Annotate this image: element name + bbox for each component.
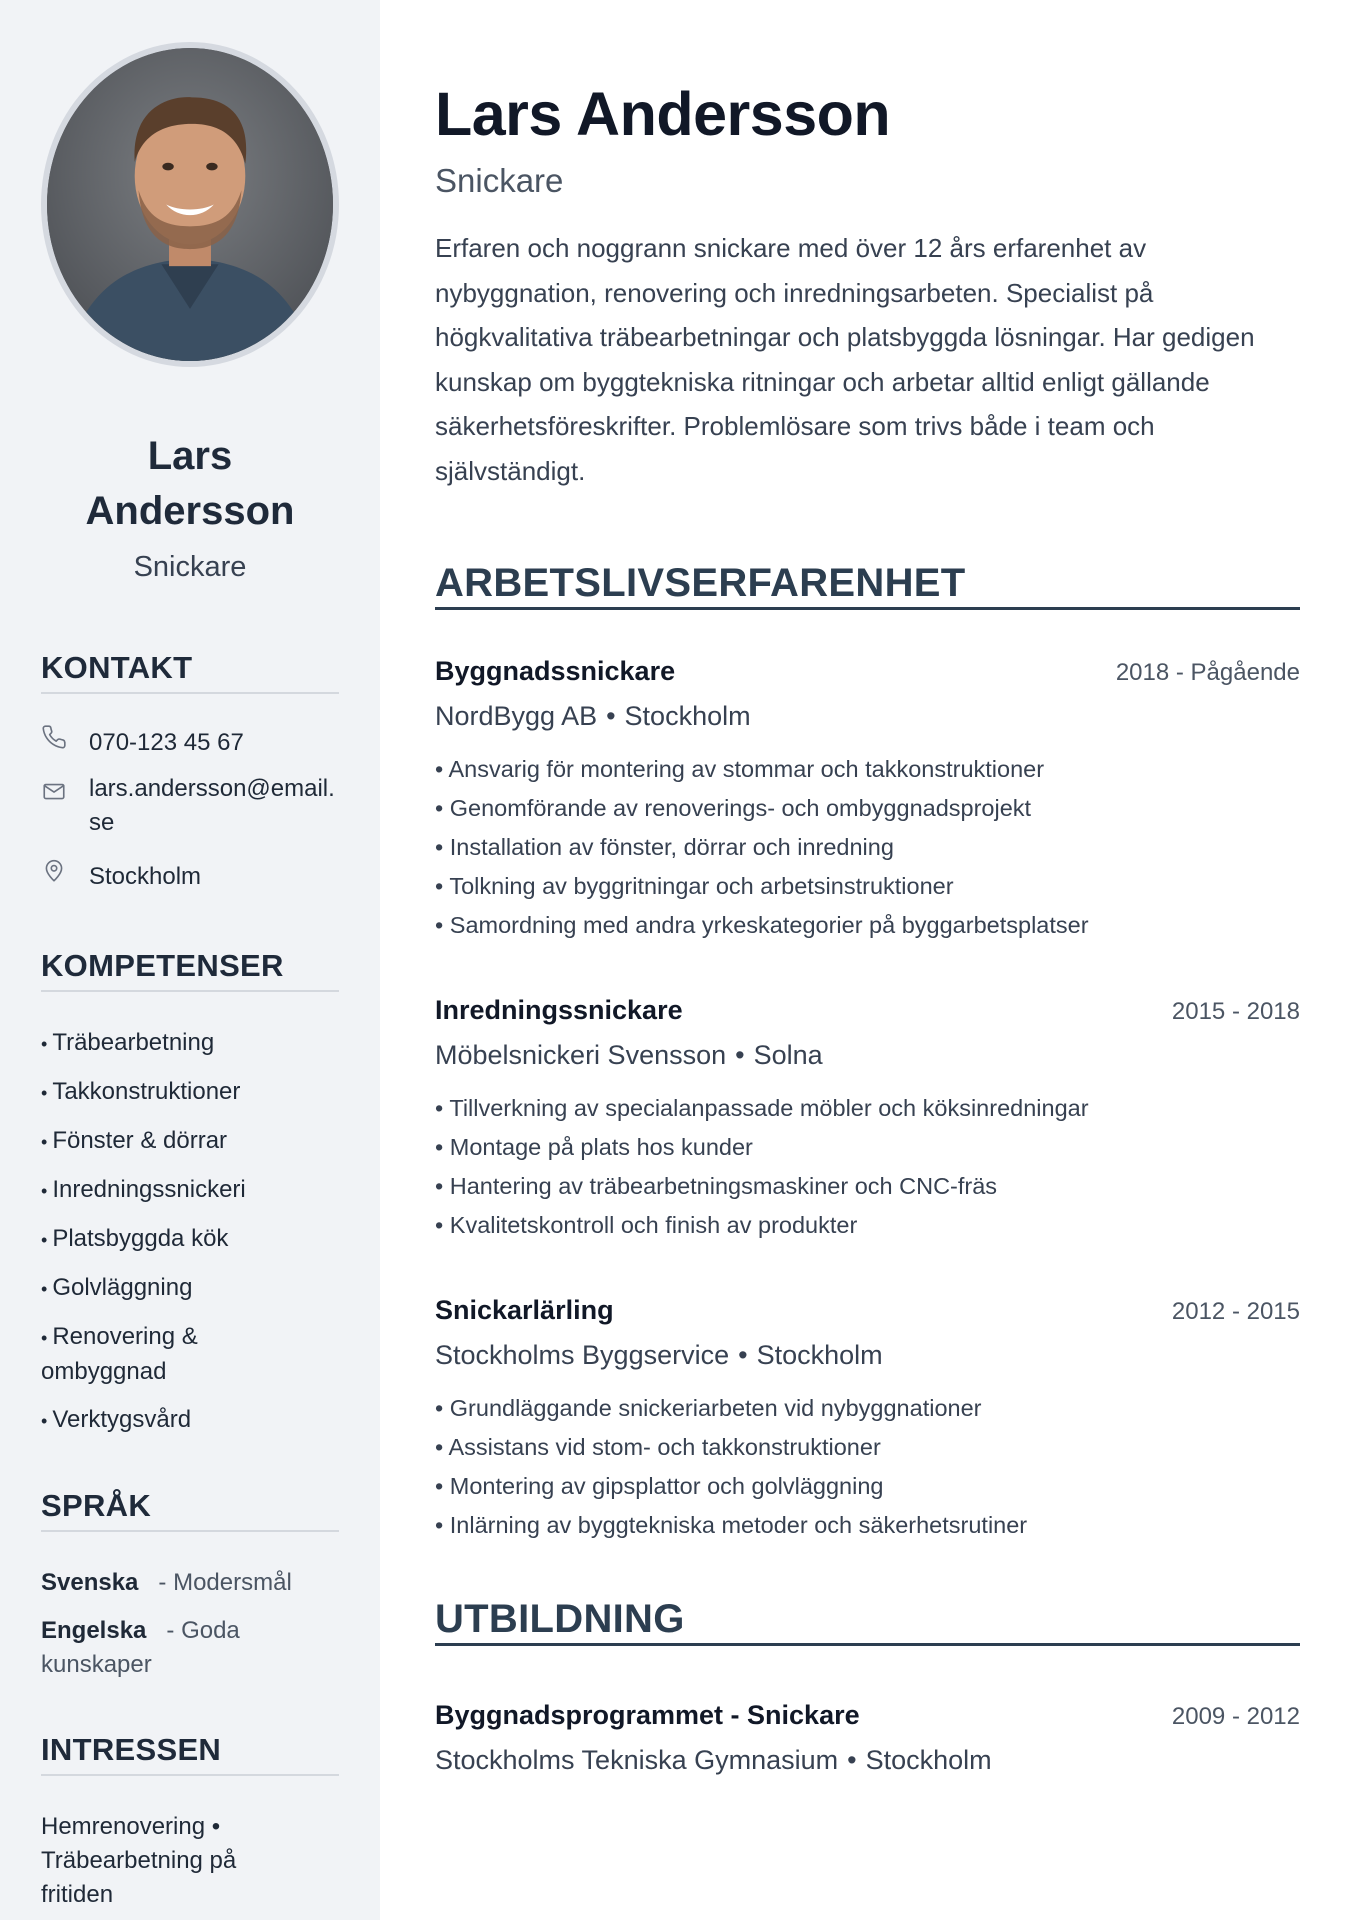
language-level-prefix: - <box>153 1617 182 1644</box>
job-header <box>435 1295 1300 1326</box>
photo-wrap <box>41 42 339 367</box>
contact-section <box>41 650 339 894</box>
duty-item: • Installation av fönster, dörrar och inredning <box>435 828 1300 867</box>
main-job-title: Snickare <box>435 162 564 199</box>
skill-item: • Fönster & dörrar <box>41 1124 301 1159</box>
skill-item: • Platsbyggda kök <box>41 1222 301 1257</box>
languages-section <box>41 1488 339 1682</box>
education-heading: UTBILDNING <box>435 1595 1300 1646</box>
education-header <box>435 1700 1300 1731</box>
education-school: Stockholms Tekniska Gymnasium <box>435 1745 839 1775</box>
education-location: Stockholm <box>865 1745 992 1775</box>
skill-item: • Golvläggning <box>41 1271 301 1306</box>
job-company: NordBygg AB <box>435 701 598 731</box>
separator: • <box>738 1340 748 1370</box>
job-company-line <box>435 701 1300 732</box>
main-content <box>380 0 1357 1920</box>
main-name: Lars Andersson <box>435 80 891 148</box>
email-text: lars.andersson@email.se <box>89 775 335 836</box>
skill-item: • Takkonstruktioner <box>41 1075 301 1110</box>
language-item <box>41 1614 301 1682</box>
job-dates: 2012 - 2015 <box>1171 1298 1300 1325</box>
duty-item: • Inlärning av byggtekniska metoder och säkerhetsrutiner <box>435 1506 1300 1545</box>
education-entry <box>435 1700 1300 1776</box>
skills-heading: KOMPETENSER <box>41 948 339 992</box>
skill-item: • Träbearbetning <box>41 1026 301 1061</box>
duty-item: • Tillverkning av specialanpassade möbler och köksinredningar <box>435 1089 1300 1128</box>
contact-list <box>41 724 339 894</box>
duty-item: • Samordning med andra yrkeskategorier på byggarbetsplatser <box>435 906 1300 945</box>
language-name: Svenska <box>41 1569 139 1596</box>
job-title: Inredningssnickare <box>435 995 683 1025</box>
job-entry <box>435 1295 1300 1545</box>
interests-heading: INTRESSEN <box>41 1732 339 1776</box>
job-company: Möbelsnickeri Svensson <box>435 1040 727 1070</box>
duty-item: • Hantering av träbearbetningsmaskiner och CNC-fräs <box>435 1167 1300 1206</box>
phone-icon <box>41 724 89 750</box>
job-location: Solna <box>753 1040 823 1070</box>
interests-text: Hemrenovering • Träbearbetning på fritiden <box>41 1813 237 1908</box>
duty-item: • Genomförande av renoverings- och ombyggnadsprojekt <box>435 789 1300 828</box>
job-duties <box>435 1089 1300 1245</box>
job-location: Stockholm <box>624 701 751 731</box>
job-duties <box>435 1389 1300 1545</box>
location-text: Stockholm <box>89 863 202 890</box>
duty-item: • Ansvarig för montering av stommar och takkonstruktioner <box>435 750 1300 789</box>
separator: • <box>606 701 616 731</box>
location-pin-icon <box>41 858 89 884</box>
contact-email <box>41 775 339 840</box>
language-level-prefix: - <box>145 1569 174 1596</box>
sidebar-name <box>41 429 339 539</box>
phone-text: 070-123 45 67 <box>89 729 244 756</box>
experience-heading: ARBETSLIVSERFARENHET <box>435 559 1300 610</box>
job-location: Stockholm <box>756 1340 883 1370</box>
separator: • <box>847 1745 857 1775</box>
sidebar <box>0 0 380 1920</box>
skill-item: • Verktygsvård <box>41 1403 301 1438</box>
language-item <box>41 1566 301 1600</box>
separator: • <box>735 1040 745 1070</box>
education-section <box>435 1595 1300 1776</box>
job-header <box>435 656 1300 687</box>
mail-icon <box>41 778 89 804</box>
contact-phone <box>41 724 339 760</box>
skill-item: • Renovering & ombyggnad <box>41 1320 301 1389</box>
education-school-line <box>435 1745 1300 1776</box>
job-title: Byggnadssnickare <box>435 656 676 686</box>
language-name: Engelska <box>41 1617 147 1644</box>
sidebar-name-first: Lars <box>147 434 233 478</box>
skills-section <box>41 948 339 1438</box>
job-company-line <box>435 1340 1300 1371</box>
sidebar-job-title: Snickare <box>133 551 247 583</box>
languages-list <box>41 1566 339 1682</box>
skills-list <box>41 1026 339 1438</box>
language-level: Goda kunskaper <box>41 1617 240 1678</box>
contact-location <box>41 858 339 894</box>
job-dates: 2018 - Pågående <box>1115 659 1300 686</box>
duty-item: • Assistans vid stom- och takkonstruktioner <box>435 1428 1300 1467</box>
duty-item: • Tolkning av byggritningar och arbetsinstruktioner <box>435 867 1300 906</box>
profile-summary: Erfaren och noggrann snickare med över 12 års erfarenhet av nybyggnation, renovering och inredningsarbeten. Specialist på högkvalitativa träbearbetningar och platsbyggda lösningar. Har gedigen kunskap om byggtekniska ritningar och arbetar alltid enligt gällande säkerhetsföreskrifter. Problemlösare som trivs både i team och självständigt. <box>435 233 1255 486</box>
duty-item: • Kvalitetskontroll och finish av produkter <box>435 1206 1300 1245</box>
language-level: Modersmål <box>173 1569 292 1596</box>
job-title: Snickarlärling <box>435 1295 614 1325</box>
education-dates: 2009 - 2012 <box>1171 1703 1300 1730</box>
job-duties <box>435 750 1300 945</box>
job-company-line <box>435 1040 1300 1071</box>
job-header <box>435 995 1300 1026</box>
sidebar-name-last: Andersson <box>85 489 295 533</box>
job-company: Stockholms Byggservice <box>435 1340 730 1370</box>
languages-heading: SPRÅK <box>41 1488 339 1532</box>
job-entry <box>435 995 1300 1245</box>
duty-item: • Grundläggande snickeriarbeten vid nybyggnationer <box>435 1389 1300 1428</box>
profile-photo <box>41 42 339 367</box>
contact-heading: KONTAKT <box>41 650 339 694</box>
duty-item: • Montering av gipsplattor och golvläggning <box>435 1467 1300 1506</box>
job-dates: 2015 - 2018 <box>1171 998 1300 1025</box>
duty-item: • Montage på plats hos kunder <box>435 1128 1300 1167</box>
interests-section <box>41 1732 339 1912</box>
job-entry <box>435 656 1300 945</box>
experience-section <box>435 559 1300 1545</box>
jobs-list <box>435 656 1300 1545</box>
education-title: Byggnadsprogrammet - Snickare <box>435 1700 860 1730</box>
skill-item: • Inredningssnickeri <box>41 1173 301 1208</box>
